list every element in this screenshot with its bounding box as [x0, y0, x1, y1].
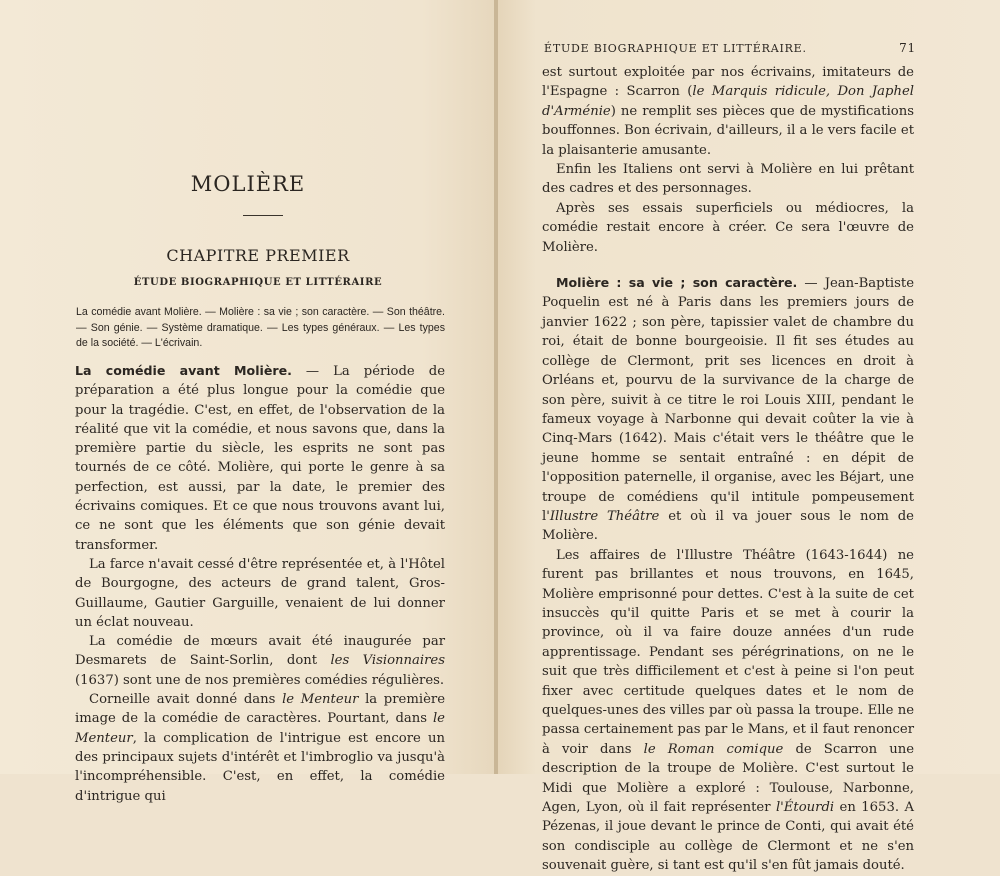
paragraph: Après ses essais superficiels ou médiocres, la comédie restait encore à créer. Ce sera l'œuvre de Molière.: [542, 200, 914, 255]
right-body-text: [542, 63, 914, 876]
running-title: ÉTUDE BIOGRAPHIQUE ET LITTÉRAIRE.: [544, 42, 807, 55]
work-title: l'Étourdi: [775, 800, 835, 816]
paragraph-text: la première image de la comédie de caractères. Pourtant, dans: [75, 692, 445, 727]
paragraph: [542, 546, 914, 876]
page-number: 71: [899, 41, 916, 55]
work-title: le Roman comique: [643, 741, 784, 757]
paragraph-text: en 1653. A Pézenas, il joue devant le prince de Conti, qui avait été son condisciple au collège de Clermont et ne s'en souvenait guère, si tant est qu'il s'en fût jamais douté.: [542, 800, 914, 874]
section-gap: [542, 257, 914, 273]
left-page: [0, 0, 496, 804]
work-title: les Visionnaires: [330, 653, 445, 669]
paragraph-text: La comédie de mœurs avait été inaugurée par Desmarets de Saint-Sorlin, dont: [75, 634, 445, 669]
book-title: MOLIÈRE: [190, 172, 306, 196]
paragraph: [542, 63, 914, 160]
work-title: Illustre Théâtre: [549, 508, 660, 524]
book-gutter: [494, 0, 498, 774]
paragraph: [75, 361, 445, 555]
paragraph-text: ) ne remplit ses pièces que de mystifications bouffonnes. Bon écrivain, d'ailleurs, il a le vers facile et la plaisanterie amusante.: [542, 103, 914, 158]
paragraph-text: Les affaires de l'Illustre Théâtre (1643-1644) ne furent pas brillantes et nous trouvons, en 1645, Molière emprisonné pour dettes. C'est à la suite de cet insuccès qu'il quitte Paris et se met à courir la province, où il va faire douze années d'un rude apprentissage. Pendant ses pérégrinations, on ne le suit que très difficilement et c'est à peine si l'on peut fixer avec certitude quelques dates et le nom de quelques-unes des villes par où passa la troupe. Elle ne passa certainement pas par le Mans, et il faut renoncer à voir dans: [542, 547, 914, 757]
paragraph-text: et où il va jouer sous le nom de Molière.: [542, 508, 914, 544]
work-title: le Menteur: [75, 711, 445, 746]
paragraph: Enfin les Italiens ont servi à Molière en lui prêtant des cadres et des personnages.: [542, 162, 914, 197]
paragraph-text: de Scarron une description de la troupe de Molière. C'est surtout le Midi que Molière a exploré : Toulouse, Narbonne, Agen, Lyon, où il fait représenter: [542, 741, 914, 816]
running-head: [544, 42, 916, 55]
work-title: le Menteur: [282, 692, 359, 708]
section-lead: La comédie avant Molière.: [75, 363, 292, 378]
title-rule: [243, 215, 283, 216]
paragraph: La farce n'avait cessé d'être représentée et, à l'Hôtel de Bourgogne, des acteurs de grand talent, Gros-Guillaume, Gautier Garguille, venaient de lui donner un éclat nouveau.: [75, 556, 445, 630]
paragraph: [75, 632, 445, 690]
chapter-subheading: ÉTUDE BIOGRAPHIQUE ET LITTÉRAIRE: [133, 277, 383, 288]
paragraph-text: est surtout exploitée par nos écrivains, imitateurs de l'Espagne : Scarron (: [542, 65, 914, 100]
left-body-text: [75, 361, 445, 806]
chapter-heading: CHAPITRE PREMIER: [166, 246, 350, 265]
chapter-summary: La comédie avant Molière. — Molière : sa vie ; son caractère. — Son théâtre. — Son génie. — Système dramatique. — Les types généraux. — Les types de la société. — L'écrivain.: [76, 306, 445, 349]
work-title: le Marquis ridicule, Don Japhel d'Arménie: [542, 84, 914, 119]
paragraph-text: (1637) sont une de nos premières comédies régulières.: [75, 672, 445, 688]
paragraph-text: , la complication de l'intrigue est encore un des principaux sujets d'intérêt et l'imbroglio va jusqu'à l'incompréhensible. C'est, en effet, la comédie d'intrigue qui: [75, 730, 445, 804]
paragraph-text: — Jean-Baptiste Poquelin est né à Paris dans les premiers jours de janvier 1622 ; son père, tapissier valet de chambre du roi, était de bonne bourgeoisie. Il fit ses études au collège de Clermont, prit ses licences en droit à Orléans et, pourvu de la survivance de la charge de son père, suivit à ce titre le roi Louis XIII, pendant le fameux voyage à Narbonne qui devait coûter la vie à Cinq-Mars (1642). Mais c'était vers le théâtre que le jeune homme se sentait entraîné : en dépit de l'opposition paternelle, il organise, avec les Béjart, une troupe de comédiens qu'il intitule pompeusement l': [542, 276, 914, 524]
paragraph: [75, 690, 445, 806]
paragraph: [542, 273, 914, 546]
paragraph-text: Corneille avait donné dans: [89, 692, 283, 708]
section-lead: Molière : sa vie ; son caractère.: [556, 275, 798, 291]
paragraph-text: — La période de préparation a été plus longue pour la comédie que pour la tragédie. C'est, en effet, de l'observation de la réalité que vit la comédie, et nous savons que, dans la première partie du siècle, les esprits ne sont pas tournés de ce côté. Molière, qui porte le genre à sa perfection, est aussi, par la date, le premier des écrivains comiques. Et ce que nous trouvons avant lui, ce ne sont que les éléments que son génie devait transformer.: [75, 364, 445, 553]
